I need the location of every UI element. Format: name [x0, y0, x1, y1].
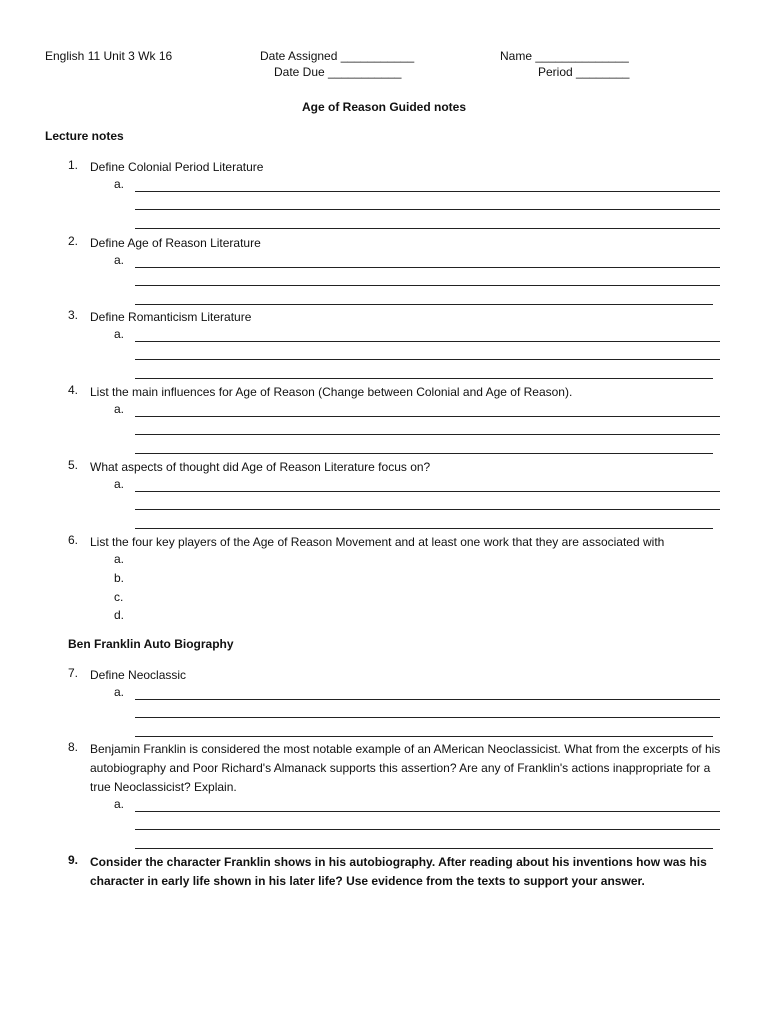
answer-label: a.	[114, 797, 125, 811]
question-3	[68, 308, 728, 327]
answer-line[interactable]	[135, 341, 720, 342]
question-9	[68, 853, 728, 891]
question-number: 7.	[68, 666, 79, 680]
answer-label: a.	[114, 685, 125, 699]
answer-line[interactable]	[135, 228, 720, 229]
sub-item-d: d.	[114, 608, 125, 622]
question-5	[68, 458, 728, 477]
answer-line[interactable]	[135, 191, 720, 192]
course-label: English 11 Unit 3 Wk 16	[45, 49, 173, 63]
answer-line[interactable]	[135, 434, 720, 435]
question-text: List the four key players of the Age of Reason Movement and at least one work that they are associated with	[90, 535, 665, 549]
answer-line[interactable]	[135, 304, 713, 305]
question-text: Define Neoclassic	[90, 668, 187, 682]
section-heading-lecture: Lecture notes	[45, 129, 124, 143]
question-text: What aspects of thought did Age of Reason Literature focus on?	[90, 460, 431, 474]
question-text: Define Colonial Period Literature	[90, 160, 264, 174]
question-4	[68, 383, 728, 402]
question-text: Benjamin Franklin is considered the most notable example of an AMerican Neoclassicist. What from the excerpts of his autobiography and Poor Richard's Almanack supports this assertion? Are any of Franklin's actions inappropriate for a true Neoclassicist? Explain.	[90, 742, 721, 794]
answer-line[interactable]	[135, 209, 720, 210]
answer-line[interactable]	[135, 453, 713, 454]
question-7	[68, 666, 728, 685]
question-number: 2.	[68, 234, 79, 248]
answer-line[interactable]	[135, 378, 713, 379]
answer-label: a.	[114, 177, 125, 191]
question-number: 8.	[68, 740, 79, 754]
question-8	[68, 740, 728, 797]
sub-item-c: c.	[114, 590, 124, 604]
section-heading-franklin: Ben Franklin Auto Biography	[68, 637, 234, 651]
answer-label: a.	[114, 477, 125, 491]
answer-line[interactable]	[135, 359, 720, 360]
date-assigned-field: Date Assigned ___________	[260, 49, 415, 63]
answer-line[interactable]	[135, 829, 720, 830]
answer-line[interactable]	[135, 285, 720, 286]
answer-line[interactable]	[135, 528, 713, 529]
answer-label: a.	[114, 327, 125, 341]
question-6	[68, 533, 728, 552]
question-number: 9.	[68, 853, 79, 867]
answer-label: a.	[114, 253, 125, 267]
question-text: Define Romanticism Literature	[90, 310, 252, 324]
question-text: Consider the character Franklin shows in his autobiography. After reading about his inventions how was his character in early life shown in his later life? Use evidence from the texts to support your answer.	[90, 855, 707, 888]
question-number: 5.	[68, 458, 79, 472]
question-text: Define Age of Reason Literature	[90, 236, 261, 250]
question-number: 3.	[68, 308, 79, 322]
page-title: Age of Reason Guided notes	[301, 100, 466, 114]
answer-line[interactable]	[135, 848, 713, 849]
answer-line[interactable]	[135, 267, 720, 268]
answer-label: a.	[114, 402, 125, 416]
sub-item-a: a.	[114, 552, 125, 566]
question-1	[68, 158, 728, 177]
answer-line[interactable]	[135, 717, 720, 718]
answer-line[interactable]	[135, 491, 720, 492]
date-due-field: Date Due ___________	[274, 65, 402, 79]
period-field: Period ________	[538, 65, 630, 79]
name-field: Name ______________	[500, 49, 629, 63]
answer-line[interactable]	[135, 509, 720, 510]
question-number: 6.	[68, 533, 79, 547]
question-2	[68, 234, 728, 253]
answer-line[interactable]	[135, 416, 720, 417]
question-text: List the main influences for Age of Reason (Change between Colonial and Age of Reason).	[90, 385, 573, 399]
question-number: 4.	[68, 383, 79, 397]
question-number: 1.	[68, 158, 79, 172]
answer-line[interactable]	[135, 736, 713, 737]
answer-line[interactable]	[135, 699, 720, 700]
sub-item-b: b.	[114, 571, 125, 585]
answer-line[interactable]	[135, 811, 720, 812]
